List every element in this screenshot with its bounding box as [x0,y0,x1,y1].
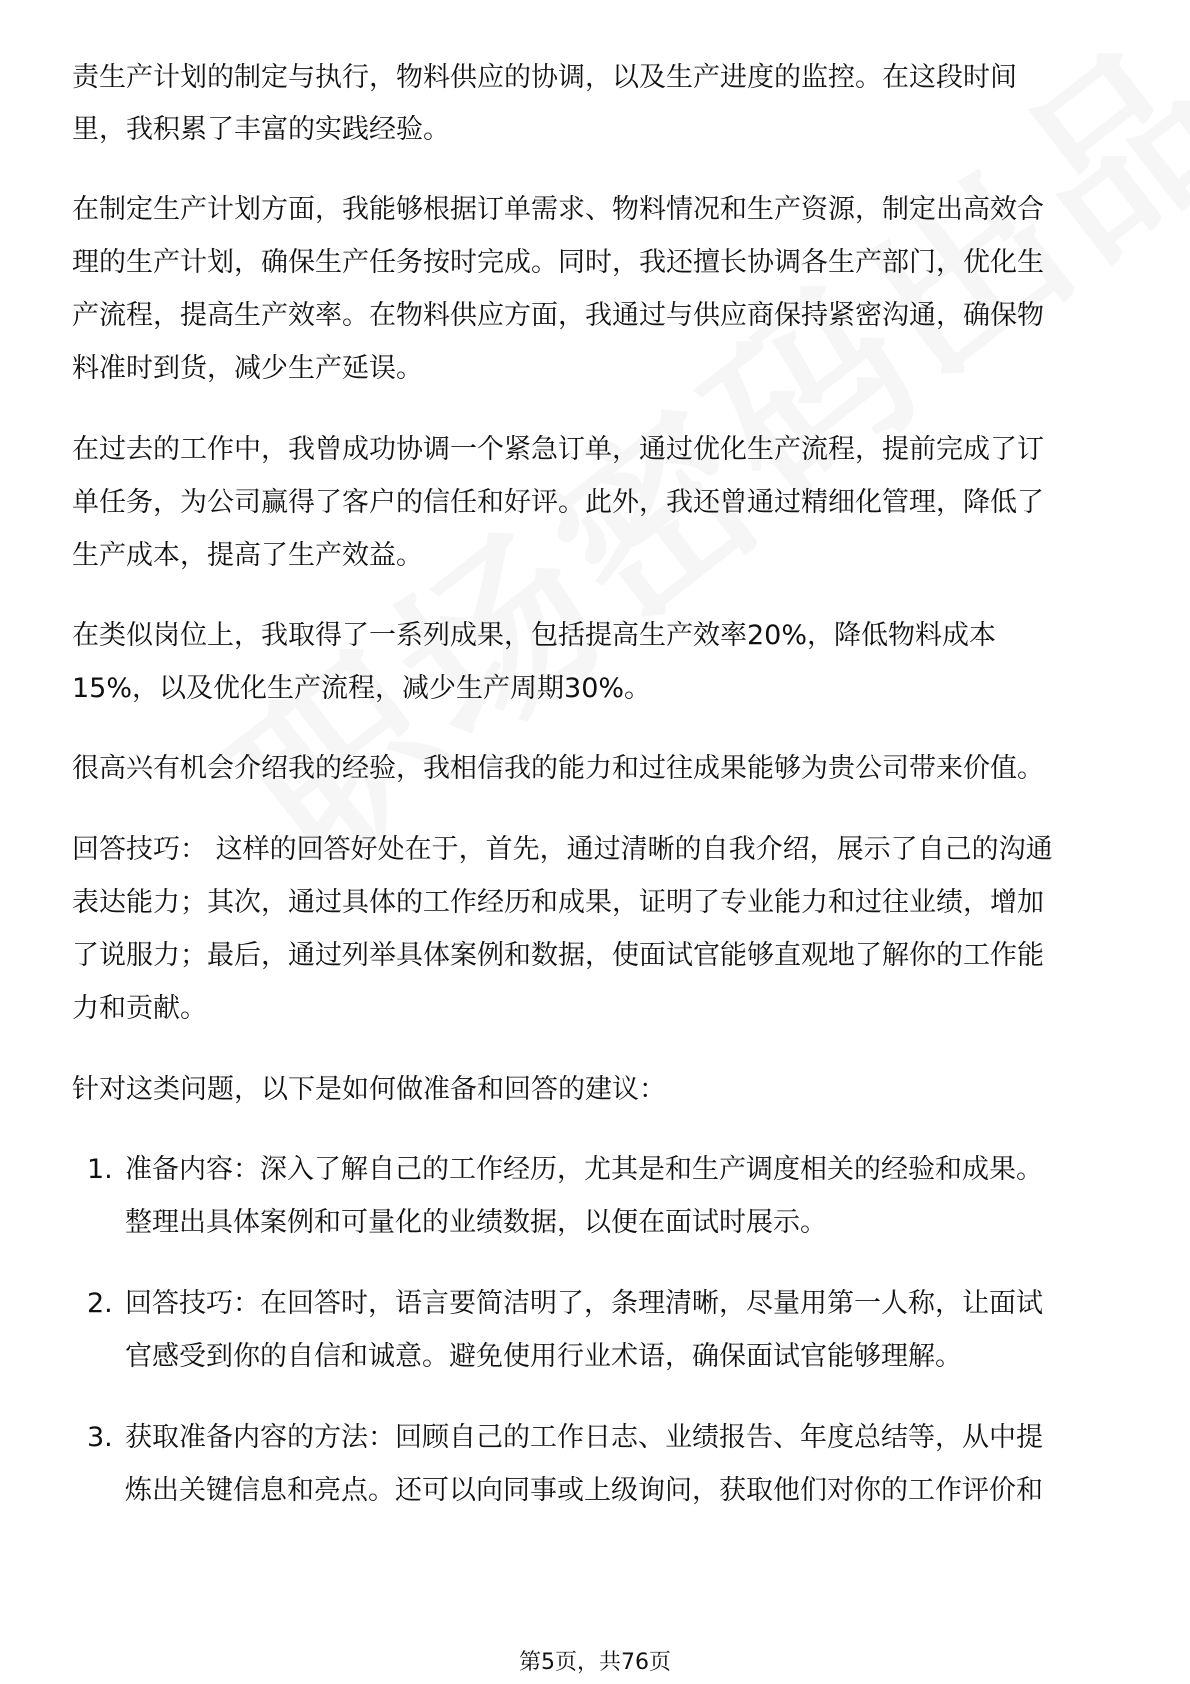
paragraph-line: 理的生产计划，确保生产任务按时完成。同时，我还擅长协调各生产部门，优化生 [72,247,1044,278]
list-item-line: 获取准备内容的方法：回顾自己的工作日志、业绩报告、年度总结等，从中提 [125,1422,1043,1453]
paragraph-line: 单任务，为公司赢得了客户的信任和好评。此外，我还曾通过精细化管理，降低了 [72,487,1044,518]
list-item-line: 回答技巧：在回答时，语言要简洁明了，条理清晰，尽量用第一人称，让面试 [125,1288,1043,1319]
paragraph-line: 产流程，提高生产效率。在物料供应方面，我通过与供应商保持紧密沟通，确保物 [72,300,1044,331]
paragraph-line: 在类似岗位上，我取得了一系列成果，包括提高生产效率20%，降低物料成本 [72,620,997,651]
list-item-line: 整理出具体案例和可量化的业绩数据，以便在面试时展示。 [125,1207,827,1238]
list-item-number: 2. [87,1288,113,1319]
paragraph-line: 在过去的工作中，我曾成功协调一个紧急订单，通过优化生产流程，提前完成了订 [72,434,1044,465]
paragraph-line: 针对这类问题，以下是如何做准备和回答的建议： [72,1074,666,1105]
list-item-line: 准备内容：深入了解自己的工作经历，尤其是和生产调度相关的经验和成果。 [125,1154,1043,1185]
paragraph-line: 很高兴有机会介绍我的经验，我相信我的能力和过往成果能够为贵公司带来价值。 [72,753,1044,784]
paragraph-line: 里，我积累了丰富的实践经验。 [72,114,450,145]
paragraph-line: 了说服力；最后，通过列举具体案例和数据，使面试官能够直观地了解你的工作能 [72,940,1044,971]
page-number: 第5页，共76页 [519,1650,671,1675]
list-item-number: 1. [87,1154,113,1185]
paragraph-line: 责生产计划的制定与执行，物料供应的协调，以及生产进度的监控。在这段时间 [72,62,1017,93]
paragraph-line: 生产成本，提高了生产效益。 [72,540,423,571]
list-item-line: 官感受到你的自信和诚意。避免使用行业术语，确保面试官能够理解。 [125,1341,962,1372]
paragraph-line: 回答技巧： 这样的回答好处在于，首先，通过清晰的自我介绍，展示了自己的沟通 [72,834,1053,865]
paragraph-line: 在制定生产计划方面，我能够根据订单需求、物料情况和生产资源，制定出高效合 [72,194,1044,225]
paragraph-line: 15%，以及优化生产流程，减少生产周期30%。 [72,673,652,704]
paragraph-line: 料准时到货，减少生产延误。 [72,353,423,384]
list-item-number: 3. [87,1422,113,1453]
paragraph-line: 表达能力；其次，通过具体的工作经历和成果，证明了专业能力和过往业绩，增加 [72,887,1044,918]
paragraph-line: 力和贡献。 [72,993,207,1024]
list-item-line: 炼出关键信息和亮点。还可以向同事或上级询问，获取他们对你的工作评价和 [125,1475,1043,1506]
